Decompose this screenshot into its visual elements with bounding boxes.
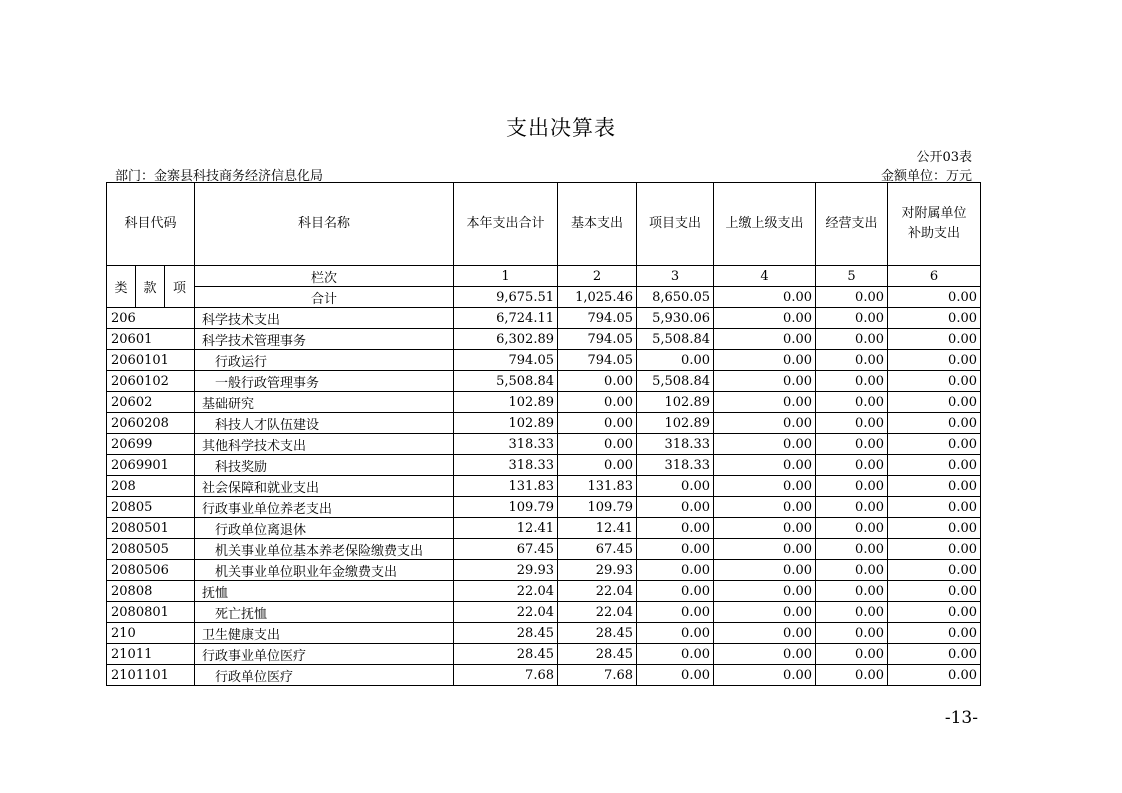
table-row <box>107 623 981 644</box>
amount-cell: 0.00 <box>888 413 981 434</box>
amount-cell: 28.45 <box>558 644 637 665</box>
account-code: 2069901 <box>107 455 195 476</box>
expenditure-table <box>106 182 981 686</box>
account-code: 210 <box>107 623 195 644</box>
amount-cell: 0.00 <box>816 539 888 560</box>
amount-cell: 0.00 <box>637 560 714 581</box>
table-row <box>107 539 981 560</box>
header-name: 科目名称 <box>195 183 454 266</box>
column-number-row <box>107 266 981 287</box>
amount-cell: 0.00 <box>888 371 981 392</box>
amount-cell: 0.00 <box>816 308 888 329</box>
total-row <box>107 287 981 308</box>
account-name: 科学技术管理事务 <box>195 329 454 350</box>
amount-cell: 0.00 <box>816 371 888 392</box>
amount-cell: 0.00 <box>888 434 981 455</box>
total-value: 0.00 <box>888 287 981 308</box>
amount-cell: 0.00 <box>816 497 888 518</box>
total-value: 8,650.05 <box>637 287 714 308</box>
table-row <box>107 602 981 623</box>
amount-cell: 0.00 <box>816 329 888 350</box>
amount-cell: 5,930.06 <box>637 308 714 329</box>
amount-cell: 318.33 <box>454 455 558 476</box>
table-row <box>107 329 981 350</box>
amount-cell: 0.00 <box>714 371 816 392</box>
amount-cell: 102.89 <box>637 413 714 434</box>
amount-cell: 0.00 <box>888 665 981 686</box>
header-total: 本年支出合计 <box>454 183 558 266</box>
amount-cell: 109.79 <box>454 497 558 518</box>
account-name: 行政单位医疗 <box>195 665 454 686</box>
amount-cell: 794.05 <box>558 329 637 350</box>
account-code: 208 <box>107 476 195 497</box>
amount-cell: 0.00 <box>888 539 981 560</box>
account-name: 机关事业单位基本养老保险缴费支出 <box>195 539 454 560</box>
amount-cell: 6,302.89 <box>454 329 558 350</box>
amount-cell: 0.00 <box>816 350 888 371</box>
amount-cell: 22.04 <box>558 581 637 602</box>
amount-cell: 28.45 <box>454 644 558 665</box>
account-code: 20805 <box>107 497 195 518</box>
amount-cell: 0.00 <box>816 434 888 455</box>
account-name: 科技人才队伍建设 <box>195 413 454 434</box>
amount-cell: 0.00 <box>888 602 981 623</box>
amount-cell: 0.00 <box>637 350 714 371</box>
amount-cell: 0.00 <box>637 602 714 623</box>
amount-cell: 22.04 <box>454 581 558 602</box>
col-number: 2 <box>558 266 637 287</box>
amount-cell: 0.00 <box>816 602 888 623</box>
amount-cell: 0.00 <box>714 539 816 560</box>
amount-cell: 5,508.84 <box>637 371 714 392</box>
account-code: 206 <box>107 308 195 329</box>
amount-cell: 0.00 <box>888 455 981 476</box>
header-code: 科目代码 <box>107 183 195 266</box>
table-row <box>107 476 981 497</box>
amount-cell: 7.68 <box>558 665 637 686</box>
amount-cell: 0.00 <box>816 455 888 476</box>
department-label: 部门：金寨县科技商务经济信息化局 <box>115 169 324 184</box>
amount-cell: 12.41 <box>454 518 558 539</box>
page-title: 支出决算表 <box>506 116 616 140</box>
table-row <box>107 665 981 686</box>
amount-cell: 0.00 <box>888 644 981 665</box>
amount-cell: 0.00 <box>888 623 981 644</box>
account-name: 科技奖励 <box>195 455 454 476</box>
header-kuan: 款 <box>136 266 165 308</box>
amount-cell: 0.00 <box>637 623 714 644</box>
total-label: 合计 <box>195 287 454 308</box>
amount-cell: 0.00 <box>888 497 981 518</box>
amount-cell: 102.89 <box>454 392 558 413</box>
table-row <box>107 350 981 371</box>
amount-cell: 131.83 <box>558 476 637 497</box>
header-upper: 上缴上级支出 <box>714 183 816 266</box>
amount-cell: 5,508.84 <box>637 329 714 350</box>
amount-cell: 28.45 <box>454 623 558 644</box>
account-name: 机关事业单位职业年金缴费支出 <box>195 560 454 581</box>
amount-cell: 318.33 <box>637 455 714 476</box>
header-subsidy: 对附属单位补助支出 <box>888 183 981 266</box>
account-name: 卫生健康支出 <box>195 623 454 644</box>
amount-cell: 0.00 <box>637 476 714 497</box>
total-value: 0.00 <box>816 287 888 308</box>
amount-cell: 0.00 <box>816 560 888 581</box>
amount-cell: 67.45 <box>558 539 637 560</box>
col-number: 3 <box>637 266 714 287</box>
amount-cell: 6,724.11 <box>454 308 558 329</box>
account-code: 20602 <box>107 392 195 413</box>
amount-cell: 0.00 <box>637 497 714 518</box>
amount-cell: 0.00 <box>558 371 637 392</box>
amount-cell: 794.05 <box>558 308 637 329</box>
header-row <box>107 183 981 266</box>
amount-cell: 12.41 <box>558 518 637 539</box>
account-code: 20808 <box>107 581 195 602</box>
table-row <box>107 455 981 476</box>
table-row <box>107 497 981 518</box>
amount-cell: 22.04 <box>454 602 558 623</box>
amount-cell: 0.00 <box>714 623 816 644</box>
amount-cell: 131.83 <box>454 476 558 497</box>
account-code: 2080501 <box>107 518 195 539</box>
account-code: 2080801 <box>107 602 195 623</box>
amount-cell: 0.00 <box>714 665 816 686</box>
account-code: 20601 <box>107 329 195 350</box>
amount-cell: 29.93 <box>558 560 637 581</box>
account-name: 抚恤 <box>195 581 454 602</box>
amount-cell: 0.00 <box>714 581 816 602</box>
account-code: 2060101 <box>107 350 195 371</box>
amount-cell: 0.00 <box>714 518 816 539</box>
amount-cell: 0.00 <box>714 392 816 413</box>
table-row <box>107 644 981 665</box>
amount-cell: 0.00 <box>637 581 714 602</box>
amount-cell: 0.00 <box>888 329 981 350</box>
amount-cell: 0.00 <box>816 518 888 539</box>
col-number: 1 <box>454 266 558 287</box>
amount-cell: 0.00 <box>637 665 714 686</box>
account-code: 2080505 <box>107 539 195 560</box>
table-row <box>107 392 981 413</box>
amount-cell: 5,508.84 <box>454 371 558 392</box>
account-code: 2060102 <box>107 371 195 392</box>
account-name: 死亡抚恤 <box>195 602 454 623</box>
total-value: 9,675.51 <box>454 287 558 308</box>
account-name: 行政事业单位医疗 <box>195 644 454 665</box>
amount-cell: 102.89 <box>454 413 558 434</box>
amount-cell: 0.00 <box>714 350 816 371</box>
table-row <box>107 560 981 581</box>
amount-cell: 0.00 <box>816 392 888 413</box>
col-number: 6 <box>888 266 981 287</box>
amount-cell: 102.89 <box>637 392 714 413</box>
table-row <box>107 581 981 602</box>
amount-cell: 0.00 <box>714 497 816 518</box>
amount-cell: 29.93 <box>454 560 558 581</box>
amount-cell: 0.00 <box>816 476 888 497</box>
table-row <box>107 518 981 539</box>
unit-label: 金额单位：万元 <box>880 169 972 184</box>
amount-cell: 0.00 <box>888 392 981 413</box>
account-name: 社会保障和就业支出 <box>195 476 454 497</box>
amount-cell: 0.00 <box>714 476 816 497</box>
amount-cell: 0.00 <box>558 392 637 413</box>
amount-cell: 67.45 <box>454 539 558 560</box>
amount-cell: 794.05 <box>454 350 558 371</box>
amount-cell: 0.00 <box>714 602 816 623</box>
amount-cell: 0.00 <box>637 518 714 539</box>
amount-cell: 0.00 <box>816 644 888 665</box>
amount-cell: 0.00 <box>714 308 816 329</box>
table-row <box>107 371 981 392</box>
account-name: 一般行政管理事务 <box>195 371 454 392</box>
header-project: 项目支出 <box>637 183 714 266</box>
amount-cell: 109.79 <box>558 497 637 518</box>
amount-cell: 0.00 <box>637 644 714 665</box>
header-basic: 基本支出 <box>558 183 637 266</box>
amount-cell: 0.00 <box>816 665 888 686</box>
table-row <box>107 413 981 434</box>
table-row <box>107 308 981 329</box>
account-name: 基础研究 <box>195 392 454 413</box>
amount-cell: 0.00 <box>714 455 816 476</box>
header-xiang: 项 <box>165 266 195 308</box>
amount-cell: 0.00 <box>714 560 816 581</box>
amount-cell: 0.00 <box>714 644 816 665</box>
amount-cell: 0.00 <box>888 518 981 539</box>
total-value: 1,025.46 <box>558 287 637 308</box>
amount-cell: 0.00 <box>888 581 981 602</box>
header-lei: 类 <box>107 266 136 308</box>
column-no-label: 栏次 <box>195 266 454 287</box>
amount-cell: 0.00 <box>558 413 637 434</box>
amount-cell: 7.68 <box>454 665 558 686</box>
account-code: 21011 <box>107 644 195 665</box>
account-code: 2060208 <box>107 413 195 434</box>
amount-cell: 0.00 <box>888 476 981 497</box>
account-name: 行政运行 <box>195 350 454 371</box>
account-name: 行政事业单位养老支出 <box>195 497 454 518</box>
amount-cell: 0.00 <box>558 434 637 455</box>
amount-cell: 0.00 <box>816 623 888 644</box>
account-name: 行政单位离退休 <box>195 518 454 539</box>
amount-cell: 0.00 <box>558 455 637 476</box>
amount-cell: 0.00 <box>816 413 888 434</box>
amount-cell: 794.05 <box>558 350 637 371</box>
amount-cell: 0.00 <box>637 539 714 560</box>
col-number: 4 <box>714 266 816 287</box>
amount-cell: 0.00 <box>714 329 816 350</box>
account-name: 其他科学技术支出 <box>195 434 454 455</box>
account-code: 2080506 <box>107 560 195 581</box>
page-number: -13- <box>944 708 978 728</box>
amount-cell: 318.33 <box>454 434 558 455</box>
form-number: 公开03表 <box>916 150 972 165</box>
amount-cell: 0.00 <box>816 581 888 602</box>
header-business: 经营支出 <box>816 183 888 266</box>
amount-cell: 28.45 <box>558 623 637 644</box>
total-value: 0.00 <box>714 287 816 308</box>
amount-cell: 0.00 <box>714 434 816 455</box>
account-code: 20699 <box>107 434 195 455</box>
account-name: 科学技术支出 <box>195 308 454 329</box>
amount-cell: 22.04 <box>558 602 637 623</box>
amount-cell: 318.33 <box>637 434 714 455</box>
col-number: 5 <box>816 266 888 287</box>
table-row <box>107 434 981 455</box>
amount-cell: 0.00 <box>888 560 981 581</box>
amount-cell: 0.00 <box>714 413 816 434</box>
account-code: 2101101 <box>107 665 195 686</box>
amount-cell: 0.00 <box>888 350 981 371</box>
amount-cell: 0.00 <box>888 308 981 329</box>
